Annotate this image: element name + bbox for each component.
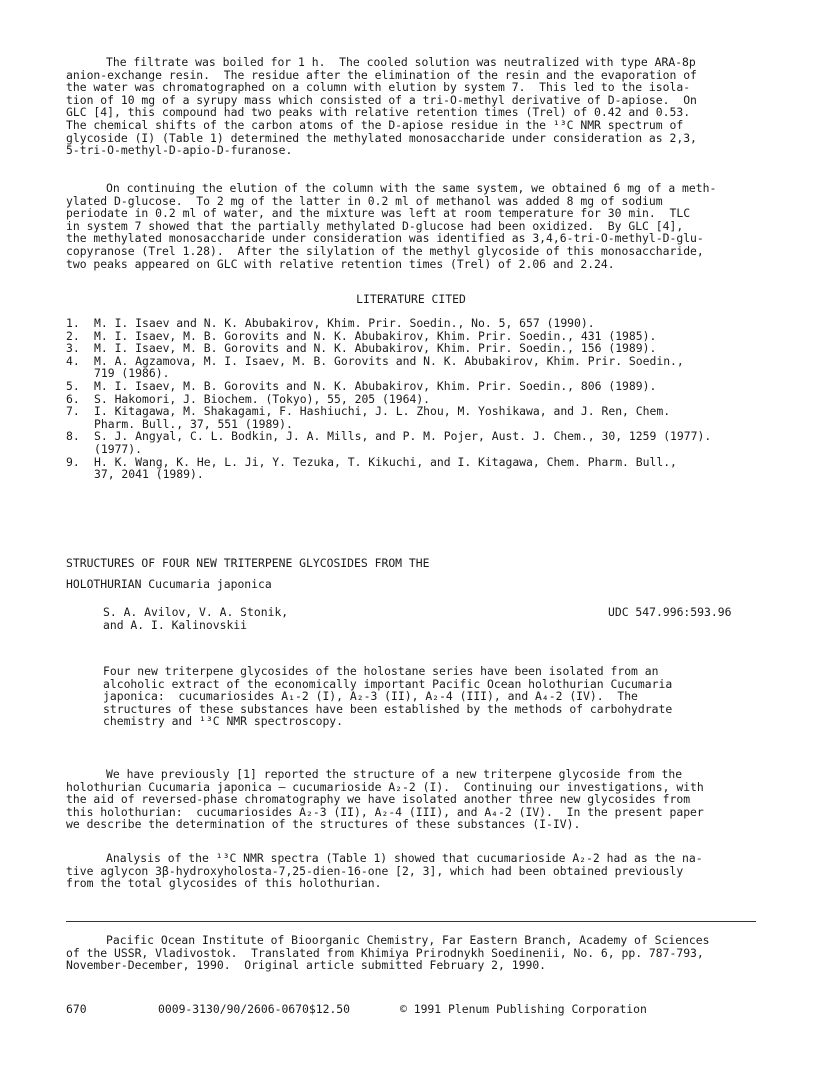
reference-text: M. A. Agzamova, M. I. Isaev, M. B. Gorovits and N. K. Abubakirov, Khim. Prir. Soedin.,	[94, 353, 684, 368]
text-line: in system 7 showed that the partially methylated D-glucose had been oxidized. By GLC [4],	[66, 218, 684, 233]
reference-text: S. J. Angyal, C. L. Bodkin, J. A. Mills, and P. M. Pojer, Aust. J. Chem., 30, 1259 (1977).	[94, 429, 712, 444]
article-abstract	[103, 665, 743, 728]
body-paragraph-1	[66, 768, 756, 831]
text-line: the water was chromatographed on a column with elution by system 7. This led to the isola-	[66, 80, 691, 95]
reference-item	[66, 405, 756, 430]
footnote-divider	[66, 921, 756, 922]
text-line: 5-tri-O-methyl-D-apio-D-furanose.	[66, 143, 293, 158]
reference-text: M. I. Isaev and N. K. Abubakirov, Khim. Prir. Soedin., No. 5, 657 (1990).	[94, 316, 595, 330]
text-line: GLC [4], this compound had two peaks with relative retention times (Trel) of 0.42 and 0.53.	[66, 105, 691, 120]
text-line: of the USSR, Vladivostok. Translated from Khimiya Prirodnykh Soedinenii, No. 6, pp. 787-793,	[66, 945, 704, 960]
text-line: alcoholic extract of the economically important Pacific Ocean holothurian Cucumaria	[103, 676, 673, 691]
reference-item	[66, 355, 756, 380]
text-line: Pacific Ocean Institute of Bioorganic Chemistry, Far Eastern Branch, Academy of Sciences	[106, 933, 710, 947]
article-title	[66, 557, 756, 590]
reference-text: I. Kitagawa, M. Shakagami, F. Hashiuchi, J. L. Zhou, M. Yoshikawa, and J. Ren, Chem.	[94, 404, 671, 419]
literature-cited-heading: LITERATURE CITED	[356, 292, 466, 306]
text-line: anion-exchange resin. The residue after the elimination of the resin and the evaporation of	[66, 67, 697, 82]
page-footer	[66, 1003, 766, 1066]
text-line: japonica: cucumariosides A₁-2 (I), A₂-3 (II), A₂-4 (III), and A₄-2 (IV). The	[103, 689, 638, 704]
reference-number: 8.	[66, 429, 80, 444]
reference-number: 3.	[66, 341, 80, 356]
reference-item	[66, 456, 756, 481]
reference-item	[66, 380, 756, 393]
text-line: ylated D-glucose. To 2 mg of the latter in 0.2 ml of methanol was added 8 mg of sodium	[66, 193, 663, 208]
author-line-2: and A. I. Kalinovskii	[103, 617, 248, 632]
text-line: The filtrate was boiled for 1 h. The cooled solution was neutralized with type ARA-8p	[106, 55, 696, 69]
reference-text: M. I. Isaev, M. B. Gorovits and N. K. Abubakirov, Khim. Prir. Soedin., 431 (1985).	[94, 328, 657, 343]
text-line: We have previously [1] reported the structure of a new triterpene glycoside from the	[106, 767, 683, 781]
copyright-notice: © 1991 Plenum Publishing Corporation	[400, 1002, 647, 1016]
text-line: two peaks appeared on GLC with relative retention times (Trel) of 2.06 and 2.24.	[66, 256, 615, 271]
issn-code: 0009-3130/90/2606-0670$12.50	[158, 1002, 351, 1016]
reference-text: (1977).	[94, 441, 143, 456]
text-line: structures of these substances have been established by the methods of carbohydrate	[103, 701, 673, 716]
article-title-line-2: HOLOTHURIAN Cucumaria japonica	[66, 576, 272, 591]
reference-number: 9.	[66, 454, 80, 469]
reference-list	[66, 317, 756, 481]
text-line: tion of 10 mg of a syrupy mass which consisted of a tri-O-methyl derivative of D-apiose. On	[66, 92, 697, 107]
reference-number: 1.	[66, 316, 80, 330]
text-line: Analysis of the ¹³C NMR spectra (Table 1) showed that cucumarioside A₂-2 had as the na-	[106, 851, 703, 865]
reference-text: S. Hakomori, J. Biochem. (Tokyo), 55, 205 (1964).	[94, 391, 431, 406]
reference-item	[66, 342, 756, 355]
reference-text: M. I. Isaev, M. B. Gorovits and N. K. Abubakirov, Khim. Prir. Soedin., 806 (1989).	[94, 378, 657, 393]
text-line: holothurian Cucumaria japonica — cucumarioside A₂-2 (I). Continuing our investigations, with	[66, 779, 704, 794]
text-line: The chemical shifts of the carbon atoms of the D-apiose residue in the ¹³C NMR spectrum of	[66, 117, 684, 132]
text-line: this holothurian: cucumariosides A₂-3 (II), A₂-4 (III), and A₄-2 (IV). In the present paper	[66, 804, 704, 819]
reference-number: 5.	[66, 378, 80, 393]
reference-item	[66, 317, 756, 330]
text-line: chemistry and ¹³C NMR spectroscopy.	[103, 714, 344, 729]
text-line: November-December, 1990. Original article submitted February 2, 1990.	[66, 958, 547, 973]
reference-number: 6.	[66, 391, 80, 406]
text-line: On continuing the elution of the column with the same system, we obtained 6 mg of a meth-	[106, 181, 717, 195]
text-line: periodate in 0.2 ml of water, and the mixture was left at room temperature for 30 min. TLC	[66, 206, 691, 221]
text-line: tive aglycon 3β-hydroxyholosta-7,25-dien-16-one [2, 3], which had been obtained previously	[66, 863, 684, 878]
reference-number: 7.	[66, 404, 80, 419]
reference-text: 719 (1986).	[94, 366, 170, 381]
reference-text: M. I. Isaev, M. B. Gorovits and N. K. Abubakirov, Khim. Prir. Soedin., 156 (1989).	[94, 341, 657, 356]
body-paragraph-2	[66, 852, 756, 890]
text-line: we describe the determination of the structures of these substances (I-IV).	[66, 817, 581, 832]
text-line: from the total glycosides of this holothurian.	[66, 876, 382, 891]
reference-text: Pharm. Bull., 37, 551 (1989).	[94, 416, 293, 431]
reference-number: 4.	[66, 353, 80, 368]
affiliation-footnote	[66, 934, 756, 972]
author-line-1: S. A. Avilov, V. A. Stonik,	[103, 605, 289, 619]
prev-article-paragraph-2	[66, 182, 756, 270]
reference-item	[66, 430, 756, 455]
reference-number: 2.	[66, 328, 80, 343]
text-line: copyranose (Trel 1.28). After the silylation of the methyl glycoside of this monosaccharide,	[66, 243, 704, 258]
udc-code: UDC 547.996:593.96	[608, 605, 732, 619]
text-line: the methylated monosaccharide under consideration was identified as 3,4,6-tri-O-methyl-D-glu-	[66, 231, 704, 246]
text-line: glycoside (I) (Table 1) determined the methylated monosaccharide under consideration as 2,3,	[66, 130, 697, 145]
prev-article-paragraph-1	[66, 56, 756, 157]
reference-text: H. K. Wang, K. He, L. Ji, Y. Tezuka, T. Kikuchi, and I. Kitagawa, Chem. Pharm. Bull.,	[94, 454, 677, 469]
text-line: Four new triterpene glycosides of the holostane series have been isolated from an	[103, 664, 659, 678]
text-line: the aid of reversed-phase chromatography we have isolated another three new glycosides from	[66, 792, 691, 807]
page-number: 670	[66, 1002, 87, 1016]
article-authors	[103, 606, 403, 631]
article-title-line-1: STRUCTURES OF FOUR NEW TRITERPENE GLYCOSIDES FROM THE	[66, 556, 430, 570]
reference-text: 37, 2041 (1989).	[94, 467, 204, 482]
